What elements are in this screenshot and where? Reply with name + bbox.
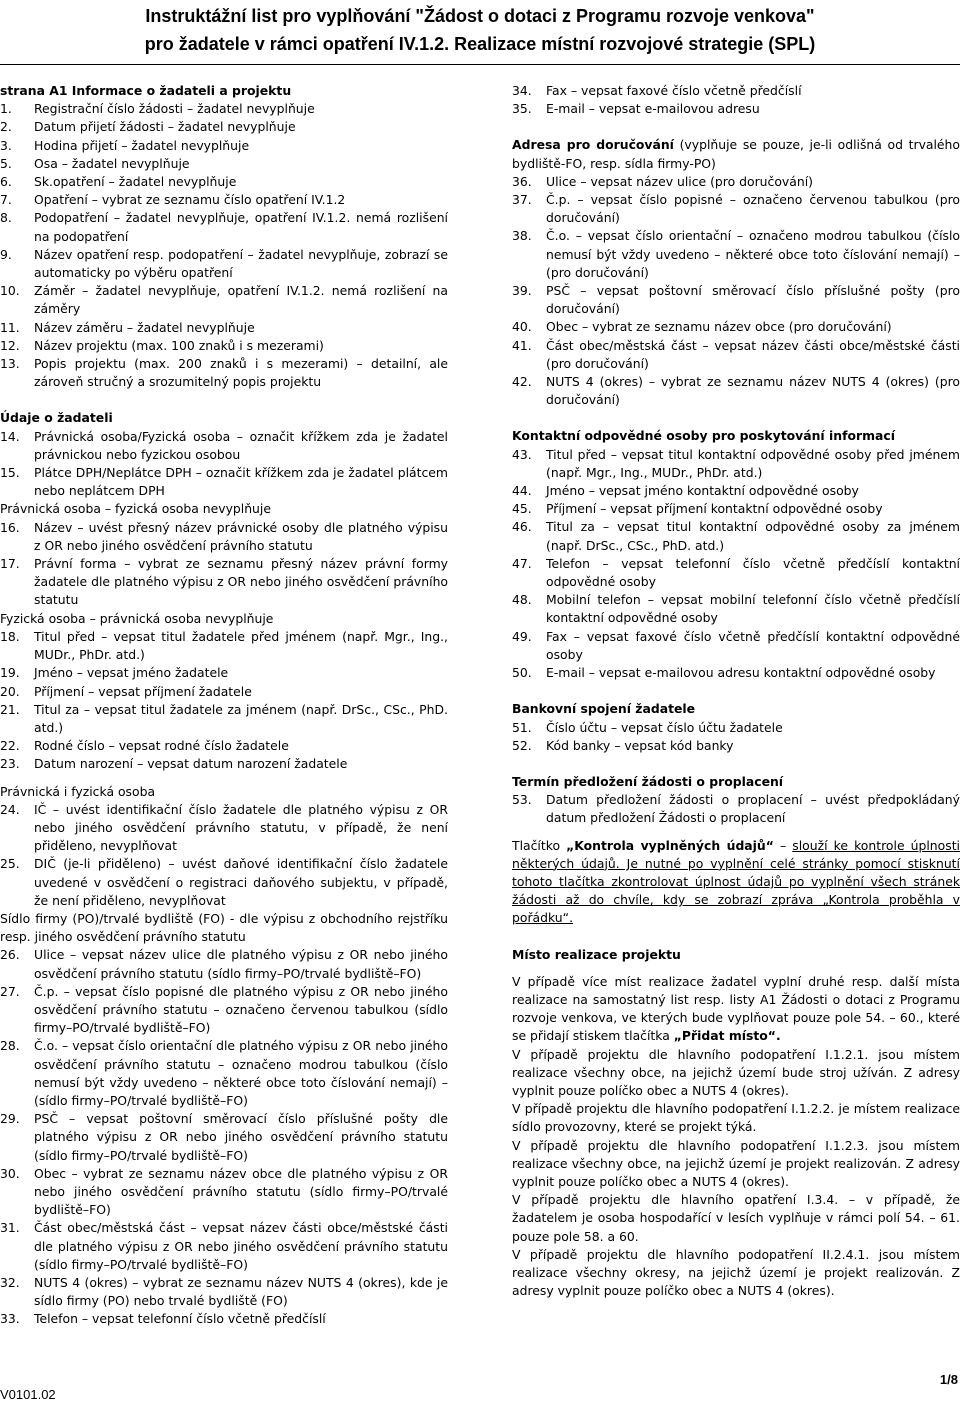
page-number: 1/8: [939, 1372, 958, 1387]
item-text: Mobilní telefon – vepsat mobilní telefonní číslo včetně předčíslí kontaktní odpovědné osoby: [546, 592, 960, 626]
paragraph: V případě projektu dle hlavního podopatření I.1.2.2. je místem realizace sídlo provozovny, které se projekt týká.: [512, 1101, 960, 1135]
item-text: PSČ – vepsat poštovní směrovací číslo příslušné pošty dle platného výpisu z OR nebo jiného osvědčení právního statutu (sídlo firmy–PO/trvalé bydliště–FO): [34, 1111, 448, 1163]
item-text: Titul za – vepsat titul žadatele za jménem (např. DrSc., CSc., PhD. atd.): [34, 701, 448, 735]
field-instruction-item: [0, 355, 448, 391]
paragraph: V případě projektu dle hlavního podopatření I.1.2.1. jsou místem realizace všechny obce, na jejichž území bude stroj užíván. Z adresy vyplnit pouze políčko obec a NUTS 4 (okres).: [512, 1046, 960, 1098]
section-heading-with-note: [512, 136, 960, 172]
spacer: [512, 118, 960, 136]
field-instruction-item: [0, 1219, 448, 1274]
paragraph-text: V případě více míst realizace žadatel vyplní druhé resp. další místa realizace na samostatný list resp. listy A1 Žádosti o dotaci z Programu rozvoje venkova, ve kterých bude vyplňovat pouze pole 54. – 60., které se přidají stiskem tlačítka: [512, 973, 960, 1044]
item-text: Plátce DPH/Neplátce DPH – označit křížkem zda je žadatel plátcem nebo neplátcem DPH: [34, 465, 448, 499]
item-text: DIČ (je-li přiděleno) – uvést daňové identifikační číslo žadatele uvedené v osvědčení o registraci daňového subjektu, v případě, že není přiděleno, nevyplňovat: [34, 856, 448, 908]
field-instruction-item: [512, 82, 960, 100]
item-number: 11.: [0, 319, 20, 335]
item-text: Titul před – vepsat titul kontaktní odpovědné osoby před jménem (např. Mgr., Ing., MUDr., PhDr. atd.): [546, 446, 960, 480]
field-instruction-item: [0, 282, 448, 318]
paragraph: V případě projektu dle hlavního podopatření II.2.4.1. jsou místem realizace všechny okresy, na jejichž území je projekt realizován. Z adresy vyplnit pouze políčko obec a NUTS 4 (okres).: [512, 1246, 960, 1299]
item-text: NUTS 4 (okres) – vybrat ze seznamu název NUTS 4 (okres) (pro doručování): [546, 374, 960, 408]
item-text: E-mail – vepsat e-mailovou adresu: [546, 101, 760, 117]
field-instruction-item: [0, 1310, 448, 1328]
item-number: 13.: [0, 356, 20, 372]
item-number: 45.: [512, 501, 532, 517]
section-heading: Kontaktní odpovědné osoby pro poskytování informací: [512, 428, 895, 444]
item-number: 21.: [0, 701, 20, 717]
field-instruction-item: [512, 173, 960, 191]
field-instruction-item: [0, 173, 448, 191]
item-number: 52.: [512, 737, 532, 753]
item-number: 43.: [512, 446, 532, 462]
item-text: Fax – vepsat faxové číslo včetně předčíslí: [546, 83, 802, 98]
item-text: Podopatření – žadatel nevyplňuje, opatření IV.1.2. nemá rozlišení na podopatření: [34, 210, 448, 244]
field-instruction-item: [512, 337, 960, 373]
item-number: 29.: [0, 1111, 20, 1127]
item-number: 35.: [512, 101, 532, 117]
heading-text: Adresa pro doručování: [512, 137, 674, 153]
item-number: 48.: [512, 592, 532, 608]
item-number: 49.: [512, 628, 532, 644]
item-number: 17.: [0, 556, 20, 572]
paragraph: Právnická osoba – fyzická osoba nevyplňuje: [0, 501, 271, 517]
field-instruction-item: [512, 664, 960, 682]
item-number: 25.: [0, 856, 20, 872]
field-instruction-item: [0, 1110, 448, 1165]
field-instruction-item: [512, 591, 960, 627]
item-number: 8.: [0, 210, 12, 226]
item-text: Část obec/městská část – vepsat název části obce/městské části (pro doručování): [546, 337, 960, 371]
item-number: 51.: [512, 719, 532, 735]
item-number: 14.: [0, 428, 20, 444]
item-text: Titul za – vepsat titul kontaktní odpovědné osoby za jménem (např. DrSc., CSc., PhD. atd.): [546, 519, 960, 553]
item-number: 41.: [512, 337, 532, 353]
spacer: [512, 964, 960, 973]
field-instruction-item: [0, 683, 448, 701]
item-number: 6.: [0, 174, 12, 190]
field-instruction-item: [0, 100, 448, 118]
item-text: Příjmení – vepsat příjmení žadatele: [34, 683, 252, 699]
field-instruction-item: [512, 227, 960, 282]
item-number: 23.: [0, 756, 20, 772]
item-text: Datum předložení žádosti o proplacení – uvést předpokládaný datum předložení Žádosti o proplacení: [546, 792, 960, 826]
item-text: Datum přijetí žádosti – žadatel nevyplňuje: [34, 119, 296, 135]
field-instruction-item: [0, 1037, 448, 1110]
spacer: [0, 391, 448, 409]
item-text: E-mail – vepsat e-mailovou adresu kontaktní odpovědné osoby: [546, 665, 936, 681]
field-instruction-item: [512, 446, 960, 482]
document-title-line-1: Instruktážní list pro vyplňování "Žádost o dotaci z Programu rozvoje venkova": [145, 6, 815, 26]
item-number: 18.: [0, 628, 20, 644]
title-divider: [0, 64, 960, 65]
item-text: NUTS 4 (okres) – vybrat ze seznamu název NUTS 4 (okres), kde je sídlo firmy (PO) nebo trvalé bydliště (FO): [34, 1275, 448, 1309]
item-number: 24.: [0, 801, 20, 817]
item-number: 36.: [512, 173, 532, 189]
item-number: 9.: [0, 246, 12, 262]
version-label: V0101.02: [0, 1387, 56, 1402]
item-text: Obec – vybrat ze seznamu název obce (pro doručování): [546, 319, 892, 335]
field-instruction-item: [0, 946, 448, 982]
item-text: Název – uvést přesný název právnické osoby dle platného výpisu z OR nebo jiného osvědčení právního statutu: [34, 519, 448, 553]
spacer: [512, 755, 960, 773]
item-text: Č.p. – vepsat číslo popisné dle platného výpisu z OR nebo jiného osvědčení právního statutu – označeno červenou tabulkou (sídlo firmy–PO/trvalé bydliště–FO): [34, 983, 448, 1036]
field-instruction-item: [0, 664, 448, 682]
section-heading: Údaje o žadateli: [0, 410, 113, 426]
item-text: Jméno – vepsat jméno kontaktní odpovědné osoby: [546, 483, 859, 499]
field-instruction-item: [512, 555, 960, 591]
field-instruction-item: [0, 209, 448, 245]
field-instruction-item: [0, 855, 448, 910]
item-text: Registrační číslo žádosti – žadatel nevyplňuje: [34, 101, 315, 117]
field-instruction-item: [512, 482, 960, 500]
field-instruction-item: [512, 500, 960, 518]
spacer: [512, 928, 960, 946]
item-number: 50.: [512, 665, 532, 681]
item-number: 34.: [512, 83, 532, 98]
paragraph: V případě projektu dle hlavního opatření I.3.4. – v případě, že žadatelem je osoba hospodařící v lesích vyplňuje v rámci polí 54. – 61. pouze pole 58. a 60.: [512, 1192, 960, 1244]
field-instruction-item: [0, 191, 448, 209]
item-number: 16.: [0, 519, 20, 535]
item-number: 42.: [512, 374, 532, 390]
item-text: Osa – žadatel nevyplňuje: [34, 155, 190, 171]
item-text: Č.p. – vepsat číslo popisné – označeno červenou tabulkou (pro doručování): [546, 192, 960, 226]
item-number: 40.: [512, 319, 532, 335]
item-number: 2.: [0, 119, 12, 135]
section-heading: Místo realizace projektu: [512, 946, 681, 962]
right-column: [512, 82, 960, 1300]
item-text: Kód banky – vepsat kód banky: [546, 737, 734, 753]
item-text: Popis projektu (max. 200 znaků i s mezerami) – detailní, ale zároveň stručný a srozumitelný popis projektu: [34, 356, 448, 390]
field-instruction-item: [0, 801, 448, 856]
left-column: [0, 82, 448, 1329]
field-instruction-item: [512, 100, 960, 118]
item-text: Právnická osoba/Fyzická osoba – označit křížkem zda je žadatel právnickou nebo fyzickou osobou: [34, 428, 448, 462]
field-instruction-item: [0, 118, 448, 136]
field-instruction-item: [0, 983, 448, 1038]
item-text: IČ – uvést identifikační číslo žadatele dle platného výpisu z OR nebo jiného osvědčení právního statutu, v případě, že není přiděleno, nevyplňovat: [34, 801, 448, 854]
item-number: 47.: [512, 555, 532, 571]
item-text: Datum narození – vepsat datum narození žadatele: [34, 756, 348, 772]
item-text: Část obec/městská část – vepsat název části obce/městské části dle platného výpisu z OR nebo jiného osvědčení právního statutu (sídlo firmy–PO/trvalé bydliště–FO): [34, 1220, 448, 1272]
item-text: Ulice – vepsat název ulice dle platného výpisu z OR nebo jiného osvědčení právního statutu (sídlo firmy–PO/trvalé bydliště–FO): [34, 947, 448, 981]
note-text: –: [773, 837, 793, 853]
item-text: Číslo účtu – vepsat číslo účtu žadatele: [546, 719, 783, 735]
item-number: 33.: [0, 1311, 20, 1327]
item-number: 26.: [0, 947, 20, 963]
item-number: 10.: [0, 283, 20, 299]
section-heading: strana A1 Informace o žadateli a projektu: [0, 83, 292, 98]
item-number: 22.: [0, 738, 20, 754]
item-number: 3.: [0, 137, 12, 153]
item-text: Telefon – vepsat telefonní číslo včetně předčíslí kontaktní odpovědné osoby: [546, 555, 960, 590]
button-name: „Kontrola vyplněných údajů“: [566, 837, 774, 853]
section-heading: Bankovní spojení žadatele: [512, 701, 696, 717]
item-number: 1.: [0, 101, 12, 117]
field-instruction-item: [0, 464, 448, 500]
field-instruction-item: [0, 519, 448, 555]
item-text: Příjmení – vepsat příjmení kontaktní odpovědné osoby: [546, 501, 883, 517]
field-instruction-item: [0, 628, 448, 664]
field-instruction-item: [0, 555, 448, 610]
item-number: 46.: [512, 519, 532, 535]
field-instruction-item: [0, 701, 448, 737]
field-instruction-item: [512, 719, 960, 737]
item-number: 20.: [0, 683, 20, 699]
field-instruction-item: [512, 318, 960, 336]
item-text: Č.o. – vepsat číslo orientační dle platného výpisu z OR nebo jiného osvědčení právního statutu – označeno modrou tabulkou (číslo nemusí být vždy uvedeno – některé obce toto číslování nemají) – (sídlo firmy–PO/trvalé bydliště–FO): [34, 1038, 448, 1108]
item-text: Záměr – žadatel nevyplňuje, opatření IV.1.2. nemá rozlišení na záměry: [34, 283, 448, 317]
field-instruction-item: [512, 282, 960, 318]
note-text: Tlačítko: [512, 837, 567, 853]
item-text: Opatření – vybrat ze seznamu číslo opatření IV.1.2: [34, 192, 346, 208]
document-title-line-2: pro žadatele v rámci opatření IV.1.2. Realizace místní rozvojové strategie (SPL): [144, 34, 816, 54]
spacer: [512, 682, 960, 700]
item-number: 15.: [0, 465, 20, 481]
field-instruction-item: [512, 518, 960, 554]
field-instruction-item: [512, 373, 960, 409]
spacer: [0, 774, 448, 783]
item-text: Právní forma – vybrat ze seznamu přesný název právní formy žadatele dle platného výpisu z OR nebo jiného osvědčení právního statutu: [34, 556, 448, 608]
button-name: „Přidat místo“.: [673, 1028, 781, 1044]
item-number: 12.: [0, 337, 20, 353]
field-instruction-item: [0, 1274, 448, 1310]
field-instruction-item: [0, 428, 448, 464]
section-heading: Termín předložení žádosti o proplacení: [512, 773, 784, 789]
item-number: 39.: [512, 283, 532, 299]
item-number: 19.: [0, 665, 20, 681]
paragraph: Fyzická osoba – právnická osoba nevyplňuje: [0, 610, 274, 626]
item-number: 32.: [0, 1275, 20, 1290]
item-text: Titul před – vepsat titul žadatele před jménem (např. Mgr., Ing., MUDr., PhDr. atd.): [34, 628, 448, 663]
field-instruction-item: [512, 737, 960, 755]
item-text: PSČ – vepsat poštovní směrovací číslo příslušné pošty (pro doručování): [546, 283, 960, 317]
note-underlined-text: slouží ke kontrole úplnosti některých údajů. Je nutné po vyplnění celé stránky pomocí stisknutí tohoto tlačítka zkontrolovat úplnost údajů po vyplnění všech stránek žádosti až do chvíle, kdy se zobrazí zpráva „Kontrola proběhla v pořádku“.: [512, 837, 960, 926]
field-instruction-item: [0, 155, 448, 173]
item-text: Č.o. – vepsat číslo orientační – označeno modrou tabulkou (číslo nemusí být vždy uvedeno – některé obce toto číslování nemají) – (pro doručování): [546, 228, 960, 280]
item-text: Obec – vybrat ze seznamu název obce dle platného výpisu z OR nebo jiného osvědčení právního statutu (sídlo firmy–PO/trvalé bydliště–FO): [34, 1165, 448, 1218]
field-instruction-item: [512, 191, 960, 227]
field-instruction-item: [0, 319, 448, 337]
item-number: 27.: [0, 983, 20, 999]
field-instruction-item: [0, 137, 448, 155]
item-text: Jméno – vepsat jméno žadatele: [34, 665, 229, 681]
field-instruction-item: [0, 737, 448, 755]
spacer: [512, 828, 960, 837]
item-text: Název záměru – žadatel nevyplňuje: [34, 319, 255, 335]
item-number: 44.: [512, 483, 532, 499]
item-text: Sk.opatření – žadatel nevyplňuje: [34, 174, 237, 190]
item-number: 31.: [0, 1220, 20, 1236]
item-text: Ulice – vepsat název ulice (pro doručování): [546, 173, 813, 189]
item-text: Hodina přijetí – žadatel nevyplňuje: [34, 137, 250, 153]
field-instruction-item: [512, 791, 960, 827]
paragraph: Sídlo firmy (PO)/trvalé bydliště (FO) - dle výpisu z obchodního rejstříku resp. jiného osvědčení právního statutu: [0, 910, 448, 945]
spacer: [512, 409, 960, 427]
check-button-note: [512, 837, 960, 928]
item-number: 37.: [512, 192, 532, 208]
paragraph: V případě projektu dle hlavního podopatření I.1.2.3. jsou místem realizace všechny obce, na jejichž území je projekt realizován. Z adresy vyplnit pouze políčko obec a NUTS 4 (okres).: [512, 1137, 960, 1189]
item-number: 30.: [0, 1165, 20, 1181]
field-instruction-item: [0, 1165, 448, 1220]
field-instruction-item: [0, 755, 448, 773]
item-number: 38.: [512, 228, 532, 244]
item-number: 53.: [512, 792, 532, 808]
paragraph: [512, 973, 960, 1046]
heading-note: (vyplňuje se pouze, je-li odlišná od trvalého bydliště-FO, resp. sídla firmy-PO): [512, 137, 960, 171]
field-instruction-item: [512, 628, 960, 664]
item-number: 7.: [0, 192, 12, 208]
item-text: Fax – vepsat faxové číslo včetně předčíslí kontaktní odpovědné osoby: [546, 628, 960, 662]
field-instruction-item: [0, 337, 448, 355]
item-number: 5.: [0, 155, 12, 171]
paragraph: Právnická i fyzická osoba: [0, 783, 156, 799]
item-text: Telefon – vepsat telefonní číslo včetně předčíslí: [34, 1311, 326, 1327]
item-text: Název opatření resp. podopatření – žadatel nevyplňuje, zobrazí se automaticky po výběru opatření: [34, 246, 448, 281]
field-instruction-item: [0, 246, 448, 282]
item-text: Rodné číslo – vepsat rodné číslo žadatele: [34, 738, 289, 754]
item-number: 28.: [0, 1038, 20, 1054]
item-text: Název projektu (max. 100 znaků i s mezerami): [34, 337, 324, 353]
